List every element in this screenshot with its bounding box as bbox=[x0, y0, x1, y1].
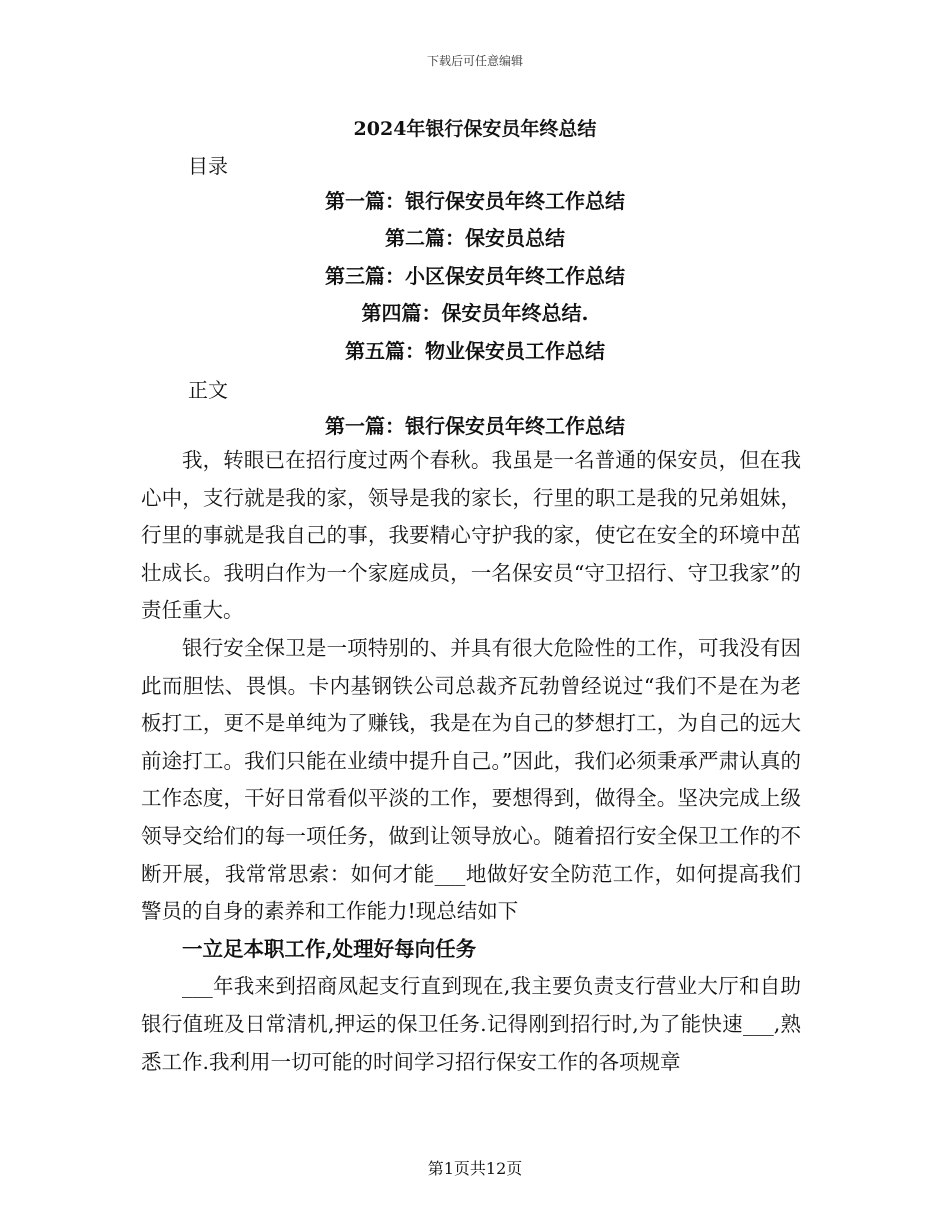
document-title: 2024年银行保安员年终总结 bbox=[353, 118, 597, 140]
body-label: 正文 bbox=[188, 378, 228, 402]
body-text bbox=[141, 442, 801, 1081]
header-note: 下载后可任意编辑 bbox=[426, 54, 523, 68]
toc-item: 第五篇：物业保安员工作总结 bbox=[345, 338, 605, 363]
section-title: 第一篇：银行保安员年终工作总结 bbox=[325, 414, 625, 438]
toc-item: 第一篇：银行保安员年终工作总结 bbox=[325, 189, 625, 213]
toc-item: 第四篇：保安员年终总结. bbox=[361, 301, 589, 326]
toc-label: 目录 bbox=[188, 154, 228, 178]
page-footer: 第1页共12页 bbox=[427, 1159, 523, 1178]
paragraph: 我，转眼已在招行度过两个春秋。我虽是一名普通的保安员，但在我心中，支行就是我的家，领导是我的家长，行里的职工是我的兄弟姐妹，行里的事就是我自己的事，我要精心守护我的家，使它在安全的环境中茁壮成长。我明白作为一个家庭成员，一名保安员“守卫招行、守卫我家”的责任重大。 bbox=[141, 448, 801, 623]
subheading: 一立足本职工作,处理好每向任务 bbox=[182, 936, 477, 961]
toc-item: 第二篇：保安员总结 bbox=[385, 226, 565, 251]
paragraph: 银行安全保卫是一项特别的、并具有很大危险性的工作，可我没有因此而胆怯、畏惧。卡内基钢铁公司总裁齐瓦勃曾经说过“我们不是在为老板打工，更不是单纯为了赚钱，我是在为自己的梦想打工，为自己的远大前途打工。我们只能在业绩中提升自己。”因此，我们必须秉承严肃认真的工作态度，干好日常看似平淡的工作，要想得到，做得全。坚决完成上级领导交给们的每一项任务，做到让领导放心。随着招行安全保卫工作的不断开展，我常常思索：如何才能___地做好安全防范工作，如何提高我们警员的自身的素养和工作能力!现总结如下 bbox=[141, 635, 801, 924]
table-of-contents bbox=[0, 186, 950, 373]
paragraph: ___年我来到招商凤起支行直到现在,我主要负责支行营业大厅和自助银行值班及日常清机,押运的保卫任务.记得刚到招行时,为了能快速___,熟悉工作.我利用一切可能的时间学习招行保安工作的各项规章 bbox=[141, 974, 801, 1074]
toc-item: 第三篇：小区保安员年终工作总结 bbox=[325, 263, 625, 288]
